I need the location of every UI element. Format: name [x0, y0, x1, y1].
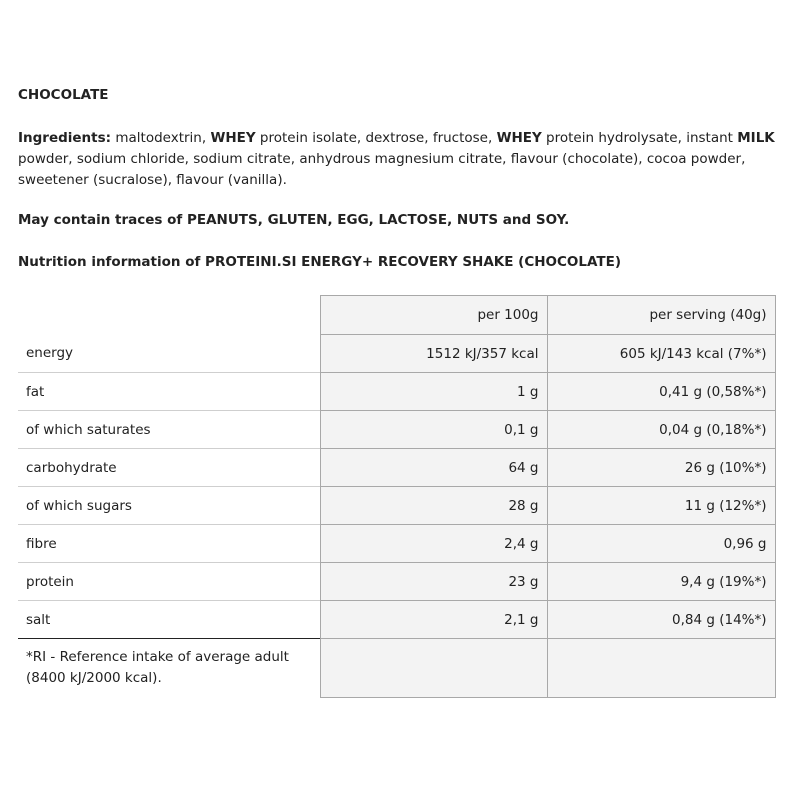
ingredients-allergen: WHEY	[210, 130, 256, 146]
footnote-empty-cell	[547, 639, 775, 698]
per-100g-value: 2,4 g	[320, 525, 547, 563]
nutrient-label: of which sugars	[18, 487, 320, 525]
per-serving-value: 9,4 g (19%*)	[547, 563, 775, 601]
nutrition-heading: Nutrition information of PROTEINI.SI ENERGY+ RECOVERY SHAKE (CHOCOLATE)	[18, 254, 622, 270]
per-serving-value: 0,96 g	[547, 525, 775, 563]
table-row	[18, 335, 775, 373]
table-row	[18, 373, 775, 411]
ingredients-segment: protein hydrolysate, instant	[541, 130, 738, 146]
header-per-100g: per 100g	[320, 296, 547, 335]
allergen-warning: May contain traces of PEANUTS, GLUTEN, EGG, LACTOSE, NUTS and SOY.	[18, 212, 570, 228]
per-serving-value: 0,84 g (14%*)	[547, 601, 775, 639]
table-row	[18, 411, 775, 449]
nutrition-table	[18, 295, 776, 698]
footnote-row	[18, 639, 775, 698]
per-serving-value: 11 g (12%*)	[547, 487, 775, 525]
header-empty-cell	[18, 296, 320, 335]
table-row	[18, 601, 775, 639]
table-row	[18, 563, 775, 601]
nutrient-label: of which saturates	[18, 411, 320, 449]
per-serving-value: 0,04 g (0,18%*)	[547, 411, 775, 449]
ingredients-text	[18, 128, 788, 191]
ingredients-label: Ingredients:	[18, 130, 112, 146]
per-100g-value: 64 g	[320, 449, 547, 487]
table-row	[18, 449, 775, 487]
table-row	[18, 525, 775, 563]
per-serving-value: 0,41 g (0,58%*)	[547, 373, 775, 411]
nutrient-label: carbohydrate	[18, 449, 320, 487]
nutrient-label: fibre	[18, 525, 320, 563]
footnote-line: *RI - Reference intake of average adult	[26, 649, 289, 666]
per-serving-value: 605 kJ/143 kcal (7%*)	[547, 335, 775, 373]
reference-intake-note	[18, 639, 320, 698]
footnote-empty-cell	[320, 639, 547, 698]
table-header-row	[18, 296, 775, 335]
per-serving-value: 26 g (10%*)	[547, 449, 775, 487]
ingredients-segment: maltodextrin,	[111, 130, 211, 146]
table-row	[18, 487, 775, 525]
nutrient-label: fat	[18, 373, 320, 411]
nutrient-label: protein	[18, 563, 320, 601]
per-100g-value: 1512 kJ/357 kcal	[320, 335, 547, 373]
ingredients-allergen: WHEY	[496, 130, 542, 146]
nutrient-label: salt	[18, 601, 320, 639]
ingredients-segment: powder, sodium chloride, sodium citrate, anhydrous magnesium citrate, flavour (chocolate), cocoa powder, sweetener (sucralose), flavour (vanilla).	[18, 151, 746, 188]
per-100g-value: 28 g	[320, 487, 547, 525]
nutrient-label: energy	[26, 345, 74, 362]
ingredients-allergen: MILK	[737, 130, 775, 146]
header-per-serving: per serving (40g)	[547, 296, 775, 335]
flavour-title: CHOCOLATE	[18, 87, 109, 103]
ingredients-segment: protein isolate, dextrose, fructose,	[255, 130, 497, 146]
footnote-line: (8400 kJ/2000 kcal).	[26, 670, 162, 687]
per-100g-value: 23 g	[320, 563, 547, 601]
per-100g-value: 0,1 g	[320, 411, 547, 449]
per-100g-value: 1 g	[320, 373, 547, 411]
per-100g-value: 2,1 g	[320, 601, 547, 639]
